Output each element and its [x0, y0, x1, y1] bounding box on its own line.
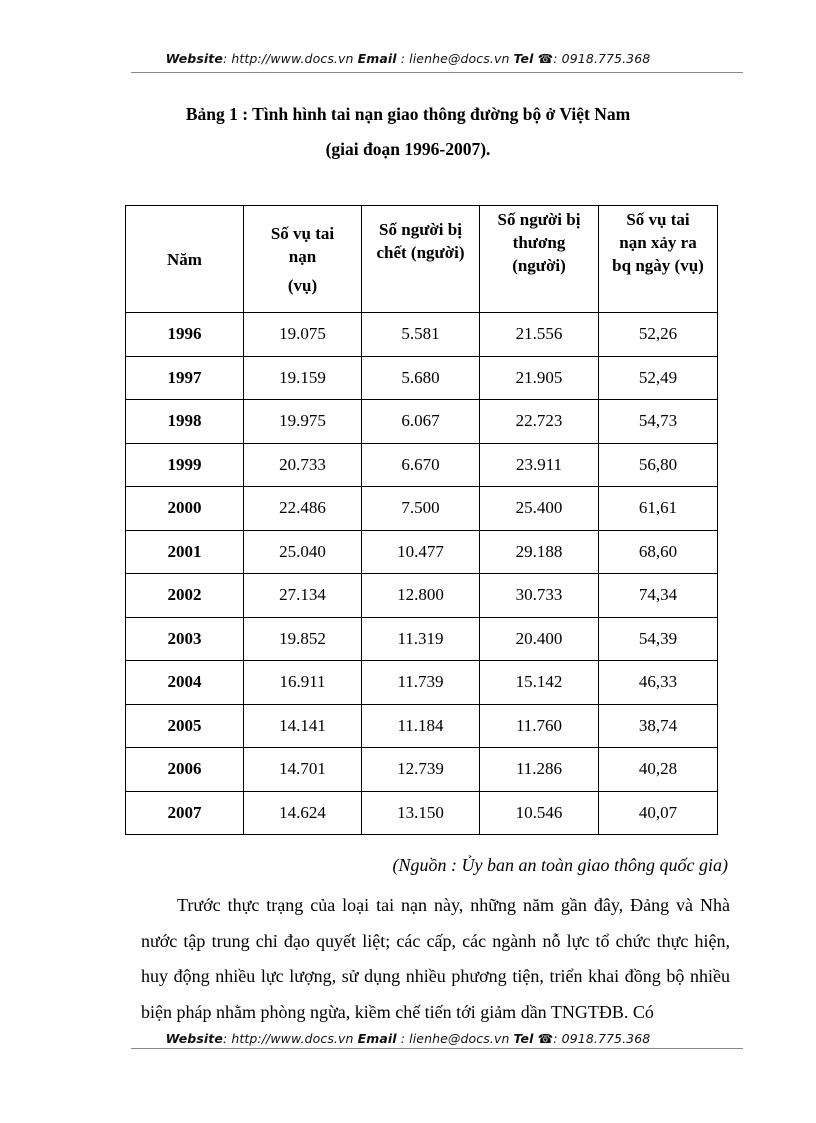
table-row [126, 661, 718, 705]
phone-icon: ☎ [537, 51, 554, 66]
cell-accidents: 19.975 [244, 400, 362, 444]
cell-deaths: 5.680 [362, 356, 480, 400]
header-year: Năm [126, 206, 244, 313]
cell-accidents: 19.075 [244, 313, 362, 357]
page-header [0, 51, 816, 66]
table-row [126, 574, 718, 618]
cell-year: 1999 [126, 443, 244, 487]
website-url[interactable]: : http://www.docs.vn [222, 51, 358, 66]
table-row [126, 400, 718, 444]
cell-accidents: 14.624 [244, 791, 362, 835]
table-title: Bảng 1 : Tình hình tai nạn giao thông đường bộ ở Việt Nam [185, 104, 631, 124]
table-row [126, 530, 718, 574]
table-row [126, 443, 718, 487]
table-row [126, 617, 718, 661]
cell-daily: 54,73 [599, 400, 718, 444]
cell-deaths: 11.184 [362, 704, 480, 748]
website-label: Website [165, 51, 223, 66]
cell-injured: 15.142 [480, 661, 599, 705]
cell-injured: 30.733 [480, 574, 599, 618]
cell-daily: 52,26 [599, 313, 718, 357]
cell-daily: 40,07 [599, 791, 718, 835]
accident-statistics-table [125, 205, 718, 835]
table-row [126, 704, 718, 748]
cell-year: 2004 [126, 661, 244, 705]
cell-deaths: 11.739 [362, 661, 480, 705]
table-row [126, 487, 718, 531]
cell-year: 2002 [126, 574, 244, 618]
email-label: Email [357, 1031, 397, 1046]
cell-injured: 21.556 [480, 313, 599, 357]
footer-divider [131, 1048, 743, 1049]
header-deaths: Số người bị chết (người) [362, 206, 480, 313]
tel-number: : 0918.775.368 [553, 51, 651, 66]
table-subtitle: (giai đoạn 1996-2007). [325, 139, 491, 159]
cell-year: 2007 [126, 791, 244, 835]
cell-daily: 61,61 [599, 487, 718, 531]
cell-daily: 46,33 [599, 661, 718, 705]
cell-injured: 21.905 [480, 356, 599, 400]
cell-injured: 11.760 [480, 704, 599, 748]
table-row [126, 356, 718, 400]
cell-year: 2001 [126, 530, 244, 574]
cell-year: 2003 [126, 617, 244, 661]
cell-injured: 11.286 [480, 748, 599, 792]
cell-deaths: 10.477 [362, 530, 480, 574]
website-label: Website [165, 1031, 223, 1046]
cell-daily: 40,28 [599, 748, 718, 792]
cell-accidents: 20.733 [244, 443, 362, 487]
cell-accidents: 14.701 [244, 748, 362, 792]
phone-icon: ☎ [537, 1031, 554, 1046]
page-footer [0, 1031, 816, 1046]
cell-year: 2000 [126, 487, 244, 531]
cell-injured: 10.546 [480, 791, 599, 835]
website-url[interactable]: : http://www.docs.vn [222, 1031, 358, 1046]
cell-daily: 56,80 [599, 443, 718, 487]
body-paragraph: Trước thực trạng của loại tai nạn này, những năm gần đây, Đảng và Nhà nước tập trung chỉ đạo quyết liệt; các cấp, các ngành nỗ lực tổ chức thực hiện, huy động nhiều lực lượng, sử dụng nhiều phương tiện, triển khai đồng bộ nhiều biện pháp nhằm phòng ngừa, kiềm chế tiến tới giảm dần TNGTĐB. Có [141, 895, 730, 1022]
cell-deaths: 5.581 [362, 313, 480, 357]
cell-daily: 38,74 [599, 704, 718, 748]
cell-deaths: 6.067 [362, 400, 480, 444]
cell-accidents: 19.852 [244, 617, 362, 661]
cell-year: 1998 [126, 400, 244, 444]
table-header-row [126, 206, 718, 313]
table-source-note: (Nguồn : Ủy ban an toàn giao thông quốc gia) [392, 855, 728, 875]
cell-injured: 23.911 [480, 443, 599, 487]
tel-label: Tel [513, 51, 534, 66]
header-daily: Số vụ tai nạn xảy ra bq ngày (vụ) [599, 206, 718, 313]
cell-deaths: 7.500 [362, 487, 480, 531]
email-address[interactable]: : lienhe@docs.vn [396, 51, 514, 66]
cell-daily: 68,60 [599, 530, 718, 574]
cell-year: 2006 [126, 748, 244, 792]
email-address[interactable]: : lienhe@docs.vn [396, 1031, 514, 1046]
cell-injured: 25.400 [480, 487, 599, 531]
cell-accidents: 27.134 [244, 574, 362, 618]
tel-label: Tel [513, 1031, 534, 1046]
cell-deaths: 12.800 [362, 574, 480, 618]
cell-injured: 22.723 [480, 400, 599, 444]
cell-daily: 74,34 [599, 574, 718, 618]
header-divider [131, 72, 743, 73]
cell-deaths: 11.319 [362, 617, 480, 661]
cell-deaths: 12.739 [362, 748, 480, 792]
table-row [126, 791, 718, 835]
cell-year: 1997 [126, 356, 244, 400]
cell-accidents: 14.141 [244, 704, 362, 748]
email-label: Email [357, 51, 397, 66]
header-accidents: Số vụ tai nạn (vụ) [244, 206, 362, 313]
cell-accidents: 25.040 [244, 530, 362, 574]
table-row [126, 313, 718, 357]
cell-accidents: 22.486 [244, 487, 362, 531]
cell-injured: 20.400 [480, 617, 599, 661]
cell-deaths: 6.670 [362, 443, 480, 487]
cell-daily: 54,39 [599, 617, 718, 661]
header-injured: Số người bị thương (người) [480, 206, 599, 313]
cell-injured: 29.188 [480, 530, 599, 574]
cell-daily: 52,49 [599, 356, 718, 400]
cell-year: 2005 [126, 704, 244, 748]
cell-accidents: 16.911 [244, 661, 362, 705]
cell-accidents: 19.159 [244, 356, 362, 400]
tel-number: : 0918.775.368 [553, 1031, 651, 1046]
cell-year: 1996 [126, 313, 244, 357]
table-row [126, 748, 718, 792]
cell-deaths: 13.150 [362, 791, 480, 835]
